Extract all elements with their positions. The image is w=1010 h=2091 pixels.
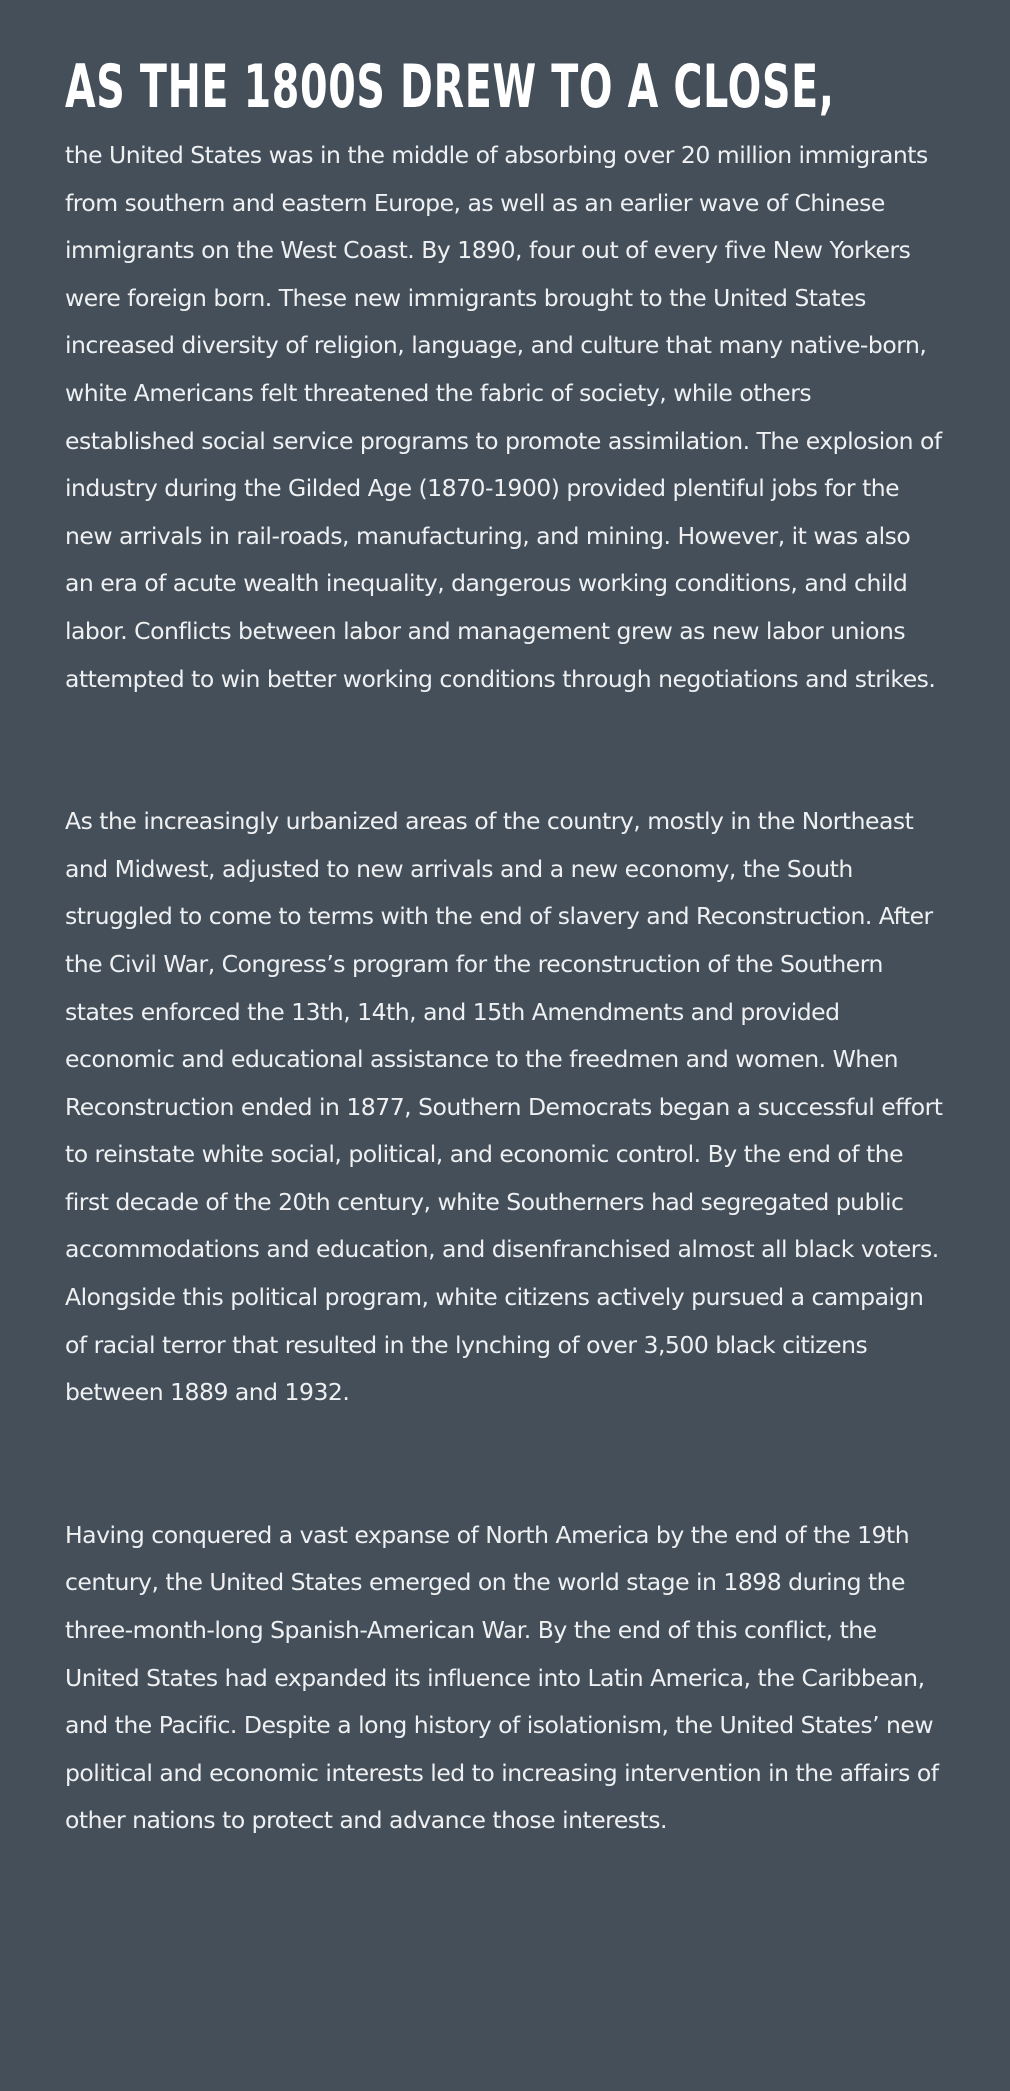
paragraph-expansion: Having conquered a vast expanse of North America by the end of the 19th century, the United States emerged on the world stage in 1898 during the three-month-long Spanish-American War. By the end of this conflict, the United States had expanded its influence into Latin America, the Caribbean, and the Pacific. Despite a long history of isolationism, the United States’ new political and economic interests led to increasing intervention in the affairs of other nations to protect and advance those interests. (65, 1520, 939, 1835)
section-heading: AS THE 1800S DREW TO A CLOSE, (65, 52, 835, 122)
paragraph-reconstruction: As the increasingly urbanized areas of the country, mostly in the Northeast and Midwest, adjusted to new arrivals and a new economy, the South struggled to come to terms with the end of slavery and Reconstruction. After the Civil War, Congress’s program for the reconstruction of the Southern states enforced the 13th, 14th, and 15th Amendments and provided economic and educational assistance to the freedmen and women. When Reconstruction ended in 1877, Southern Democrats began a successful effort to reinstate white social, political, and economic control. By the end of the first decade of the 20th century, white Southerners had segregated public accommodations and education, and disenfranchised almost all black voters. Alongside this political program, white citizens actively pursued a campaign of racial terror that resulted in the lynching of over 3,500 black citizens between 1889 and 1932. (65, 807, 943, 1407)
paragraph-immigration: the United States was in the middle of absorbing over 20 million immigrants from southern and eastern Europe, as well as an earlier wave of Chinese immigrants on the West Coast. By 1890, four out of every five New Yorkers were foreign born. These new immigrants brought to the United States increased diversity of religion, language, and culture that many native-born, white Americans felt threatened the fabric of society, while others established social service programs to promote assimilation. The explosion of industry during the Gilded Age (1870-1900) provided plentiful jobs for the new arrivals in rail-roads, manufacturing, and mining. However, it was also an era of acute wealth inequality, dangerous working conditions, and child labor. Conflicts between labor and management grew as new labor unions attempted to win better working conditions through negotiations and strikes. (65, 141, 942, 693)
